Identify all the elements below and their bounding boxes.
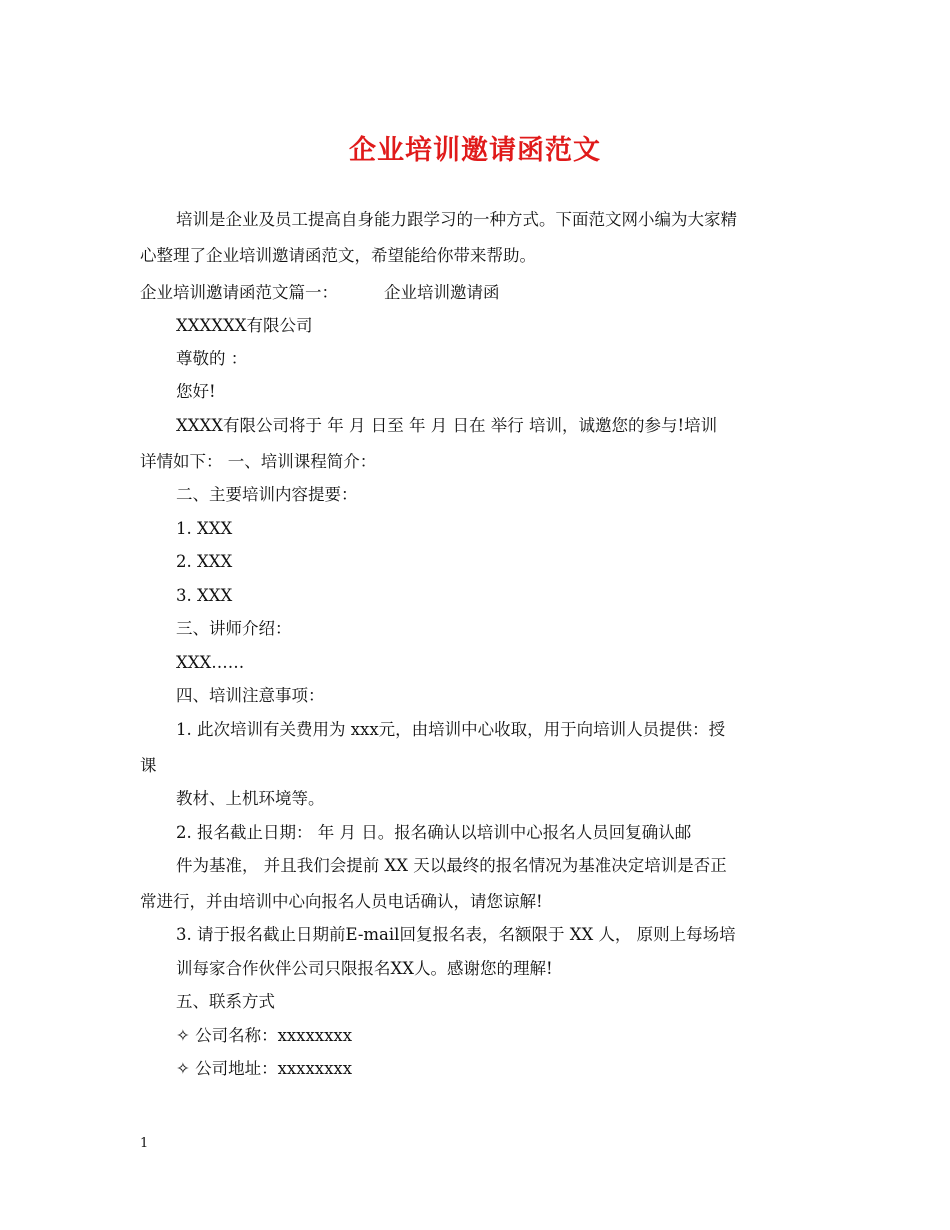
greeting: 您好! xyxy=(176,382,216,401)
note-2-line-3: 常进行，并由培训中心向报名人员电话确认，请您谅解! xyxy=(140,892,543,911)
body-line-1: XXXX有限公司将于 年 月 日至 年 月 日在 举行 培训，诚邀您的参与!培训 xyxy=(176,416,718,435)
note-3-line-2: 训每家合作伙伴公司只限报名XX人。感谢您的理解! xyxy=(176,959,553,978)
intro-line-1: 培训是企业及员工提高自身能力跟学习的一种方式。下面范文网小编为大家精 xyxy=(176,210,737,229)
article-heading-title: 企业培训邀请函 xyxy=(384,283,500,302)
section-heading-5: 五、联系方式 xyxy=(176,992,275,1011)
note-1-line-2: 课 xyxy=(140,756,157,775)
list-item: 3. XXX xyxy=(176,586,233,605)
contact-company-address: ✧ 公司地址：xxxxxxxx xyxy=(176,1059,353,1078)
list-item: 2. XXX xyxy=(176,552,233,571)
document-title: 企业培训邀请函范文 xyxy=(349,135,601,166)
note-1-line-3: 教材、上机环境等。 xyxy=(176,789,325,808)
company-name: XXXXXX有限公司 xyxy=(176,316,313,335)
note-1-line-1: 1. 此次培训有关费用为 xxx元，由培训中心收取，用于向培训人员提供：授 xyxy=(176,720,726,739)
section-heading-2: 二、主要培训内容提要： xyxy=(176,485,358,504)
article-heading-label: 企业培训邀请函范文篇一： xyxy=(140,283,338,302)
salutation: 尊敬的 ： xyxy=(176,349,248,368)
contact-company-name: ✧ 公司名称：xxxxxxxx xyxy=(176,1026,353,1045)
note-3-line-1: 3. 请于报名截止日期前E-mail回复报名表，名额限于 XX 人， 原则上每场培 xyxy=(176,925,736,944)
page-number: 1 xyxy=(140,1136,149,1151)
note-2-line-2: 件为基准， 并且我们会提前 XX 天以最终的报名情况为基准决定培训是否正 xyxy=(176,856,727,875)
intro-line-2: 心整理了企业培训邀请函范文，希望能给你带来帮助。 xyxy=(140,246,536,265)
article-heading xyxy=(140,281,500,305)
body-line-2: 详情如下： 一、培训课程简介： xyxy=(140,452,377,471)
note-2-line-1: 2. 报名截止日期： 年 月 日。报名确认以培训中心报名人员回复确认邮 xyxy=(176,823,692,842)
section-heading-4: 四、培训注意事项： xyxy=(176,686,325,705)
lecturer-intro: XXX…… xyxy=(176,653,245,672)
section-heading-3: 三、讲师介绍： xyxy=(176,619,292,638)
list-item: 1. XXX xyxy=(176,519,233,538)
